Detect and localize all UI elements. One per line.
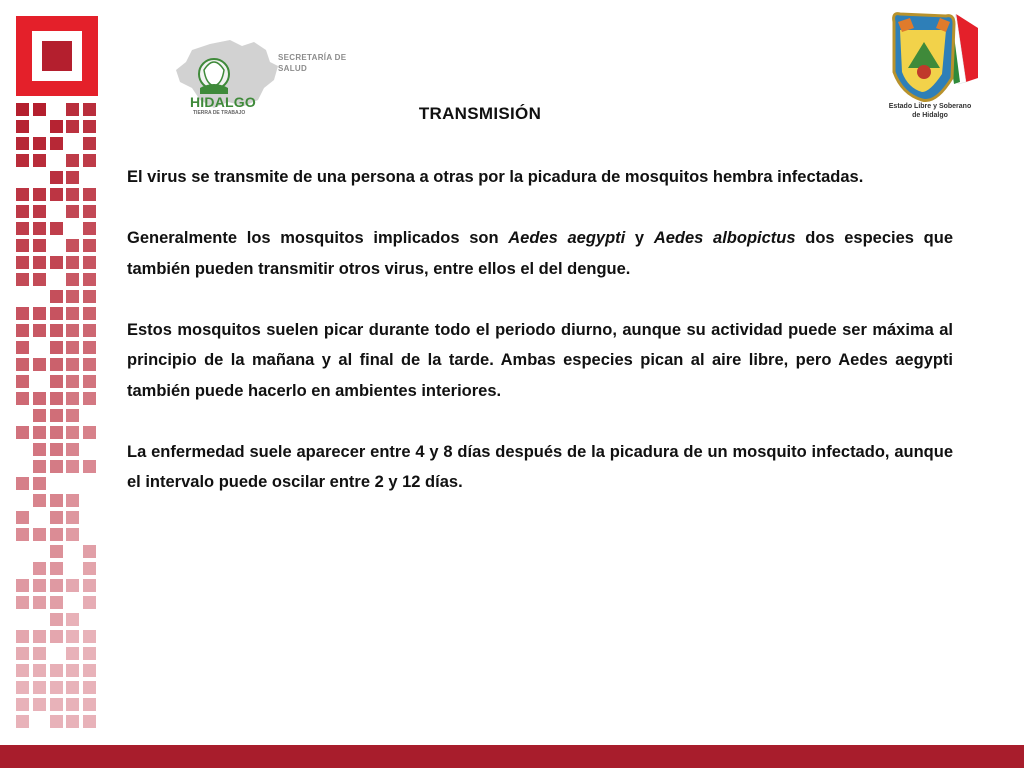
- pattern-square: [50, 256, 63, 269]
- pattern-square: [66, 307, 79, 320]
- footer-bar: [0, 745, 1024, 768]
- paragraph-2-part-b: y: [625, 229, 654, 247]
- pattern-square: [66, 443, 79, 456]
- pattern-square: [83, 256, 96, 269]
- pattern-square: [66, 341, 79, 354]
- pattern-square: [83, 579, 96, 592]
- pattern-square: [66, 698, 79, 711]
- pattern-square: [83, 307, 96, 320]
- pattern-square: [33, 477, 46, 490]
- pattern-square: [50, 137, 63, 150]
- pattern-square: [66, 375, 79, 388]
- pattern-square: [33, 630, 46, 643]
- pattern-square: [50, 511, 63, 524]
- pattern-square: [16, 205, 29, 218]
- pattern-square: [50, 307, 63, 320]
- pattern-square: [50, 409, 63, 422]
- pattern-square: [50, 324, 63, 337]
- species-aedes-aegypti: Aedes aegypti: [508, 229, 626, 247]
- pattern-square: [33, 154, 46, 167]
- pattern-square: [50, 392, 63, 405]
- pattern-square: [83, 273, 96, 286]
- pattern-square: [16, 681, 29, 694]
- paragraph-2-part-c: dos especies que también pueden transmitir otros virus, entre ellos el del dengue.: [127, 229, 953, 278]
- pattern-square: [16, 307, 29, 320]
- pattern-square: [33, 460, 46, 473]
- pattern-square: [16, 426, 29, 439]
- pattern-square: [66, 681, 79, 694]
- pattern-square: [33, 579, 46, 592]
- pattern-square: [33, 494, 46, 507]
- pattern-square: [83, 545, 96, 558]
- pattern-square: [33, 392, 46, 405]
- pattern-square: [16, 698, 29, 711]
- pattern-square: [50, 545, 63, 558]
- pattern-square: [83, 375, 96, 388]
- pattern-square: [66, 171, 79, 184]
- pattern-square: [33, 443, 46, 456]
- pattern-square: [33, 647, 46, 660]
- pattern-square: [50, 596, 63, 609]
- slide-title: TRANSMISIÓN: [418, 104, 542, 123]
- secretaria-line2: SALUD: [278, 64, 308, 73]
- pattern-square: [66, 647, 79, 660]
- pattern-square: [66, 511, 79, 524]
- pattern-square: [16, 630, 29, 643]
- pattern-square: [50, 443, 63, 456]
- pattern-square: [50, 715, 63, 728]
- pattern-square: [50, 460, 63, 473]
- pattern-square: [66, 154, 79, 167]
- pattern-square: [66, 273, 79, 286]
- pattern-square: [33, 664, 46, 677]
- pattern-square: [83, 324, 96, 337]
- pattern-square: [50, 613, 63, 626]
- pattern-square: [16, 137, 29, 150]
- pattern-square: [66, 426, 79, 439]
- pattern-square: [83, 715, 96, 728]
- pattern-square: [33, 188, 46, 201]
- pattern-square: [33, 698, 46, 711]
- brand-square-inner: [32, 31, 82, 81]
- pattern-square: [50, 494, 63, 507]
- slide-body: [127, 162, 953, 528]
- pattern-square: [66, 494, 79, 507]
- pattern-square: [83, 154, 96, 167]
- pattern-square: [83, 188, 96, 201]
- pattern-square: [83, 290, 96, 303]
- pattern-square: [83, 562, 96, 575]
- pattern-square: [16, 273, 29, 286]
- pattern-square: [33, 528, 46, 541]
- pattern-square: [16, 579, 29, 592]
- pattern-square: [83, 698, 96, 711]
- pattern-square: [16, 477, 29, 490]
- pattern-square: [66, 205, 79, 218]
- pattern-square: [33, 426, 46, 439]
- pattern-square: [83, 358, 96, 371]
- pattern-square: [83, 137, 96, 150]
- pattern-square: [33, 681, 46, 694]
- pattern-square: [66, 120, 79, 133]
- pattern-square: [33, 222, 46, 235]
- pattern-square: [83, 630, 96, 643]
- pattern-square: [66, 579, 79, 592]
- pattern-square: [33, 596, 46, 609]
- secretaria-label: [278, 52, 346, 74]
- pattern-square: [16, 375, 29, 388]
- pattern-square: [33, 103, 46, 116]
- pattern-square: [16, 392, 29, 405]
- pattern-square: [83, 426, 96, 439]
- pattern-square: [50, 579, 63, 592]
- pattern-square: [16, 239, 29, 252]
- pattern-square: [50, 375, 63, 388]
- pattern-square: [33, 562, 46, 575]
- pattern-square: [16, 358, 29, 371]
- paragraph-3: Estos mosquitos suelen picar durante todo el periodo diurno, aunque su actividad puede ser máxima al principio de la mañana y al final de la tarde. Ambas especies pican al aire libre, pero Aedes aegypti también puede hacerlo en ambientes interiores.: [127, 320, 953, 400]
- coat-caption-line1: Estado Libre y Soberano: [888, 103, 972, 110]
- pattern-square: [33, 307, 46, 320]
- pattern-square: [83, 222, 96, 235]
- pattern-square: [16, 528, 29, 541]
- coat-caption: [880, 102, 980, 120]
- pattern-square: [16, 715, 29, 728]
- pattern-square: [50, 120, 63, 133]
- pattern-square: [50, 562, 63, 575]
- pattern-square: [50, 698, 63, 711]
- pattern-square: [16, 103, 29, 116]
- brand-square-core: [42, 41, 72, 71]
- pattern-square: [50, 528, 63, 541]
- pattern-square: [50, 664, 63, 677]
- pattern-square: [83, 460, 96, 473]
- pattern-square: [16, 647, 29, 660]
- pattern-square: [66, 358, 79, 371]
- pattern-square: [66, 392, 79, 405]
- pattern-square: [50, 188, 63, 201]
- pattern-square: [66, 256, 79, 269]
- pattern-square: [33, 205, 46, 218]
- pattern-square: [66, 324, 79, 337]
- pattern-square: [66, 409, 79, 422]
- paragraph-1: El virus se transmite de una persona a otras por la picadura de mosquitos hembra infectadas.: [127, 168, 864, 186]
- pattern-square: [50, 171, 63, 184]
- pattern-square: [83, 120, 96, 133]
- pattern-square: [16, 222, 29, 235]
- pattern-square: [33, 358, 46, 371]
- pattern-square: [50, 341, 63, 354]
- pattern-square: [50, 426, 63, 439]
- pattern-square: [66, 188, 79, 201]
- secretaria-line1: SECRETARÍA DE: [278, 53, 347, 62]
- pattern-square: [83, 341, 96, 354]
- species-aedes-albopictus: Aedes albopictus: [653, 229, 796, 247]
- pattern-square: [83, 103, 96, 116]
- pattern-square: [66, 613, 79, 626]
- pattern-square: [33, 256, 46, 269]
- pattern-square: [16, 596, 29, 609]
- paragraph-2-part-a: Generalmente los mosquitos implicados son: [127, 229, 509, 247]
- pattern-square: [33, 137, 46, 150]
- pattern-square: [66, 715, 79, 728]
- pattern-square: [16, 256, 29, 269]
- pattern-square: [83, 239, 96, 252]
- pattern-square: [83, 392, 96, 405]
- pattern-square: [83, 647, 96, 660]
- pattern-square: [83, 664, 96, 677]
- pattern-square: [16, 154, 29, 167]
- tierra-de-trabajo-tagline: TIERRA DE TRABAJO: [193, 110, 246, 116]
- pattern-square: [66, 630, 79, 643]
- pattern-square: [16, 188, 29, 201]
- pattern-square: [16, 341, 29, 354]
- brand-square-logo: [16, 16, 98, 96]
- paragraph-2: [127, 223, 953, 284]
- pattern-square: [16, 664, 29, 677]
- pattern-square: [16, 120, 29, 133]
- pattern-square: [83, 681, 96, 694]
- pattern-square: [66, 290, 79, 303]
- pattern-square: [33, 324, 46, 337]
- pattern-square: [66, 239, 79, 252]
- paragraph-4: La enfermedad suele aparecer entre 4 y 8 días después de la picadura de un mosquito infectado, aunque el intervalo puede oscilar entre 2 y 12 días.: [127, 442, 953, 491]
- pattern-square: [50, 222, 63, 235]
- pattern-square: [33, 409, 46, 422]
- pattern-square: [50, 630, 63, 643]
- pattern-square: [33, 239, 46, 252]
- pattern-square: [66, 528, 79, 541]
- hidalgo-wordmark: HIDALGO: [190, 94, 256, 110]
- pattern-square: [83, 205, 96, 218]
- pattern-square: [50, 358, 63, 371]
- pattern-square: [66, 664, 79, 677]
- pattern-square: [16, 324, 29, 337]
- pattern-square: [16, 511, 29, 524]
- decorative-square-pattern: [0, 0, 110, 745]
- coat-caption-line2: de Hidalgo: [912, 112, 948, 119]
- pattern-square: [33, 273, 46, 286]
- pattern-square: [50, 290, 63, 303]
- pattern-square: [50, 681, 63, 694]
- pattern-square: [66, 103, 79, 116]
- pattern-square: [83, 596, 96, 609]
- pattern-square: [66, 460, 79, 473]
